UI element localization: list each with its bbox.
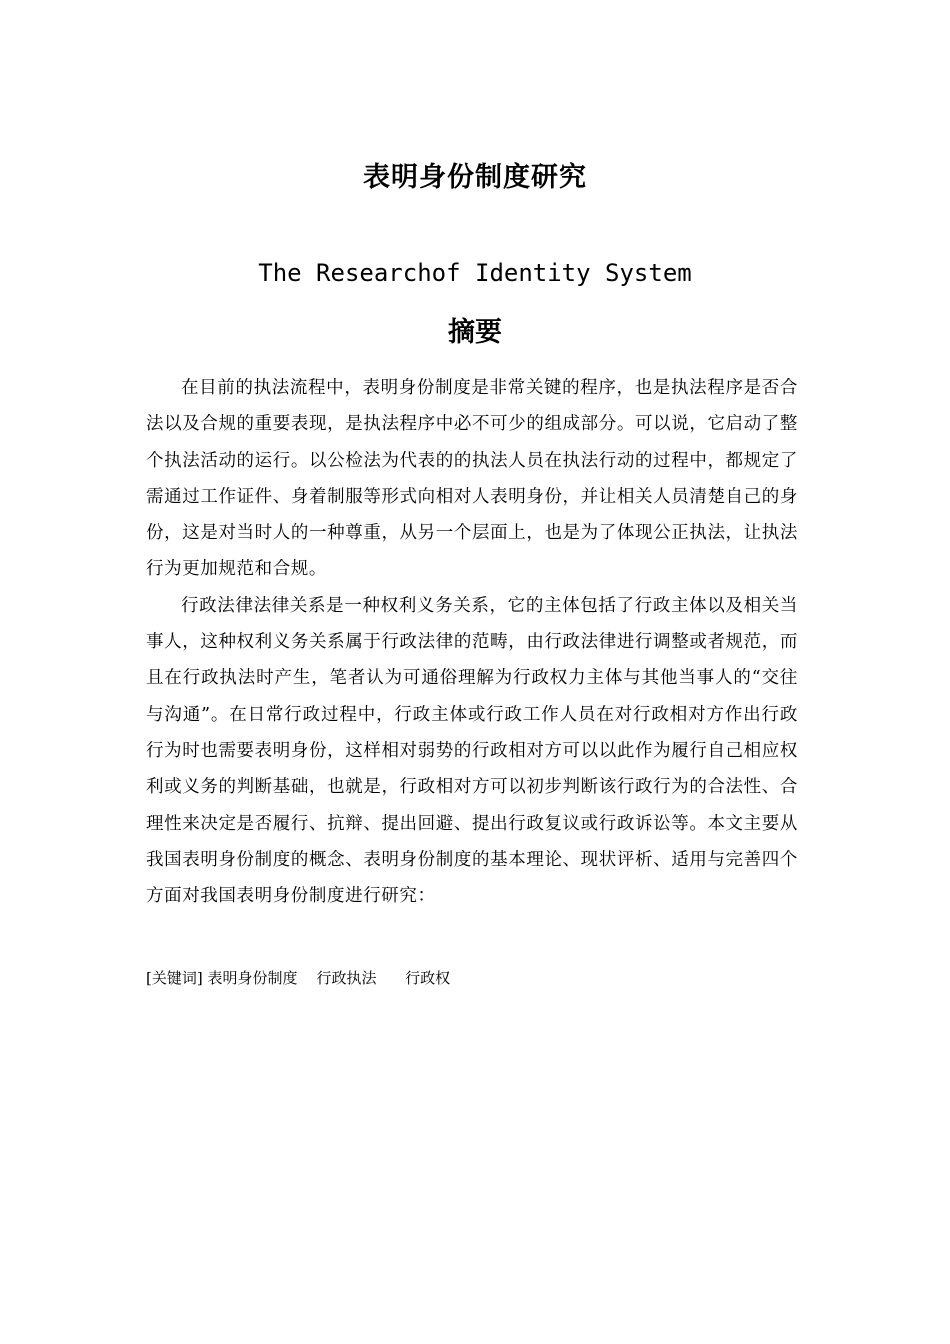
abstract-paragraph-2: 行政法律法律关系是一种权利义务关系，它的主体包括了行政主体以及相关当事人，这种权利义务关系属于行政法律的范畴，由行政法律进行调整或者规范，而且在行政执法时产生，笔者认为可通俗理解为行政权力主体与其他当事人的“交往与沟通”。在日常行政过程中，行政主体或行政工作人员在对行政相对方作出行政行为时也需要表明身份，这样相对弱势的行政相对方可以以此作为履行自己相应权利或义务的判断基础，也就是，行政相对方可以初步判断该行政行为的合法性、合理性来决定是否履行、抗辩、提出回避、提出行政复议或行政诉讼等。本文主要从我国表明身份制度的概念、表明身份制度的基本理论、现状评析、适用与完善四个方面对我国表明身份制度进行研究：: [146, 595, 798, 907]
document-title-english: The Researchof Identity System: [258, 259, 692, 287]
abstract-heading: 摘要: [448, 317, 502, 348]
abstract-body: [146, 370, 798, 914]
keywords-line: [关键词] 表明身份制度 行政执法 行政权: [146, 969, 451, 987]
document-title-chinese: 表明身份制度研究: [363, 162, 587, 193]
abstract-paragraph-1: 在目前的执法流程中，表明身份制度是非常关键的程序，也是执法程序是否合法以及合规的重要表现，是执法程序中必不可少的组成部分。可以说，它启动了整个执法活动的运行。以公检法为代表的的执法人员在执法行动的过程中，都规定了需通过工作证件、身着制服等形式向相对人表明身份，并让相关人员清楚自己的身份，这是对当时人的一种尊重，从另一个层面上，也是为了体现公正执法，让执法行为更加规范和合规。: [146, 378, 798, 580]
